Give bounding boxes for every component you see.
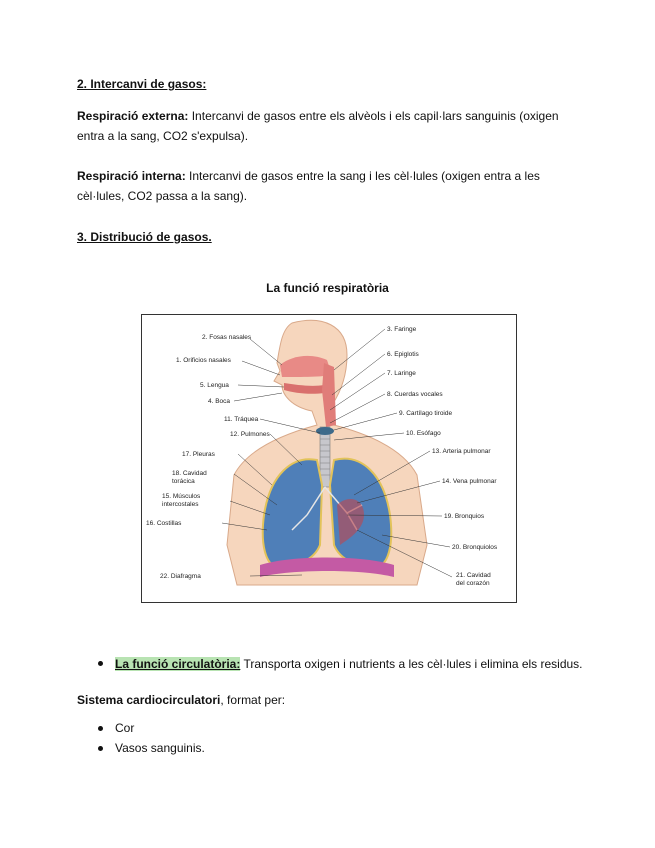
respiratory-diagram	[142, 315, 516, 602]
label-bronquiolos: 20. Bronquiolos	[452, 544, 498, 551]
label-cavidad-toracica-1: 18. Cavidad	[172, 470, 207, 477]
label-esofago: 10. Esófago	[406, 430, 441, 437]
external-respiration-text-line2: entra a la sang, CO2 s'expulsa).	[77, 129, 249, 143]
cardiocirculatory-system-intro	[77, 693, 285, 707]
label-cavidad-toracica-2: torácica	[172, 478, 195, 485]
internal-respiration-text-line1: Intercanvi de gasos entre la sang i les cèl·lules (oxigen entra a les	[185, 169, 540, 183]
label-pulmones: 12. Pulmones	[230, 431, 270, 438]
external-respiration-paragraph	[77, 106, 577, 146]
internal-respiration-text-line2: cèl·lules, CO2 passa a la sang).	[77, 189, 248, 203]
thyroid	[316, 427, 334, 435]
circulatory-function-text: Transporta oxigen i nutrients a les cèl·lules i elimina els residus.	[240, 657, 583, 671]
label-arteria-pulmonar: 13. Arteria pulmonar	[432, 448, 491, 455]
external-respiration-term: Respiració externa:	[77, 109, 189, 123]
cardiocirculatory-system-text: , format per:	[220, 693, 286, 707]
list-item-cor: Cor	[115, 721, 135, 735]
bullet-dot	[98, 726, 103, 731]
label-traquea: 11. Tráquea	[224, 416, 259, 423]
section-heading-gas-exchange: 2. Intercanvi de gasos:	[77, 77, 207, 91]
label-bronquios: 19. Bronquios	[444, 513, 485, 520]
circulatory-function-item	[115, 656, 635, 672]
figure-title: La funció respiratòria	[266, 281, 389, 295]
bullet-dot	[98, 661, 103, 666]
label-faringe: 3. Faringe	[387, 326, 417, 333]
label-cavidad-corazon-2: del corazón	[456, 580, 490, 587]
label-cartilago-tiroide: 9. Cartílago tiroide	[399, 410, 453, 417]
label-orificios-nasales: 1. Orificios nasales	[176, 357, 231, 364]
label-boca: 4. Boca	[208, 398, 231, 405]
bullet-dot	[98, 746, 103, 751]
respiratory-system-figure	[141, 314, 517, 603]
label-costillas: 16. Costillas	[146, 520, 182, 527]
label-pleuras: 17. Pleuras	[182, 451, 215, 458]
section-heading-gas-distribution: 3. Distribució de gasos.	[77, 230, 212, 244]
label-diafragma: 22. Diafragma	[160, 573, 201, 580]
label-musculos-intercostales-1: 15. Músculos	[162, 493, 201, 500]
label-fosas-nasales: 2. Fosas nasales	[202, 334, 252, 341]
label-musculos-intercostales-2: intercostales	[162, 501, 199, 508]
external-respiration-text-line1: Intercanvi de gasos entre els alvèols i els capil·lars sanguinis (oxigen	[188, 109, 559, 123]
label-lengua: 5. Lengua	[200, 382, 229, 389]
cardiocirculatory-system-term: Sistema cardiocirculatori	[77, 693, 221, 707]
internal-respiration-paragraph	[77, 166, 577, 206]
list-item-vasos: Vasos sanguinis.	[115, 741, 205, 755]
label-vena-pulmonar: 14. Vena pulmonar	[442, 478, 497, 485]
label-cuerdas-vocales: 8. Cuerdas vocales	[387, 391, 443, 398]
label-epiglotis: 6. Epiglotis	[387, 351, 419, 358]
label-laringe: 7. Laringe	[387, 370, 416, 377]
label-cavidad-corazon-1: 21. Cavidad	[456, 572, 491, 579]
circulatory-function-term: La funció circulatòria:	[115, 657, 241, 671]
internal-respiration-term: Respiració interna:	[77, 169, 186, 183]
